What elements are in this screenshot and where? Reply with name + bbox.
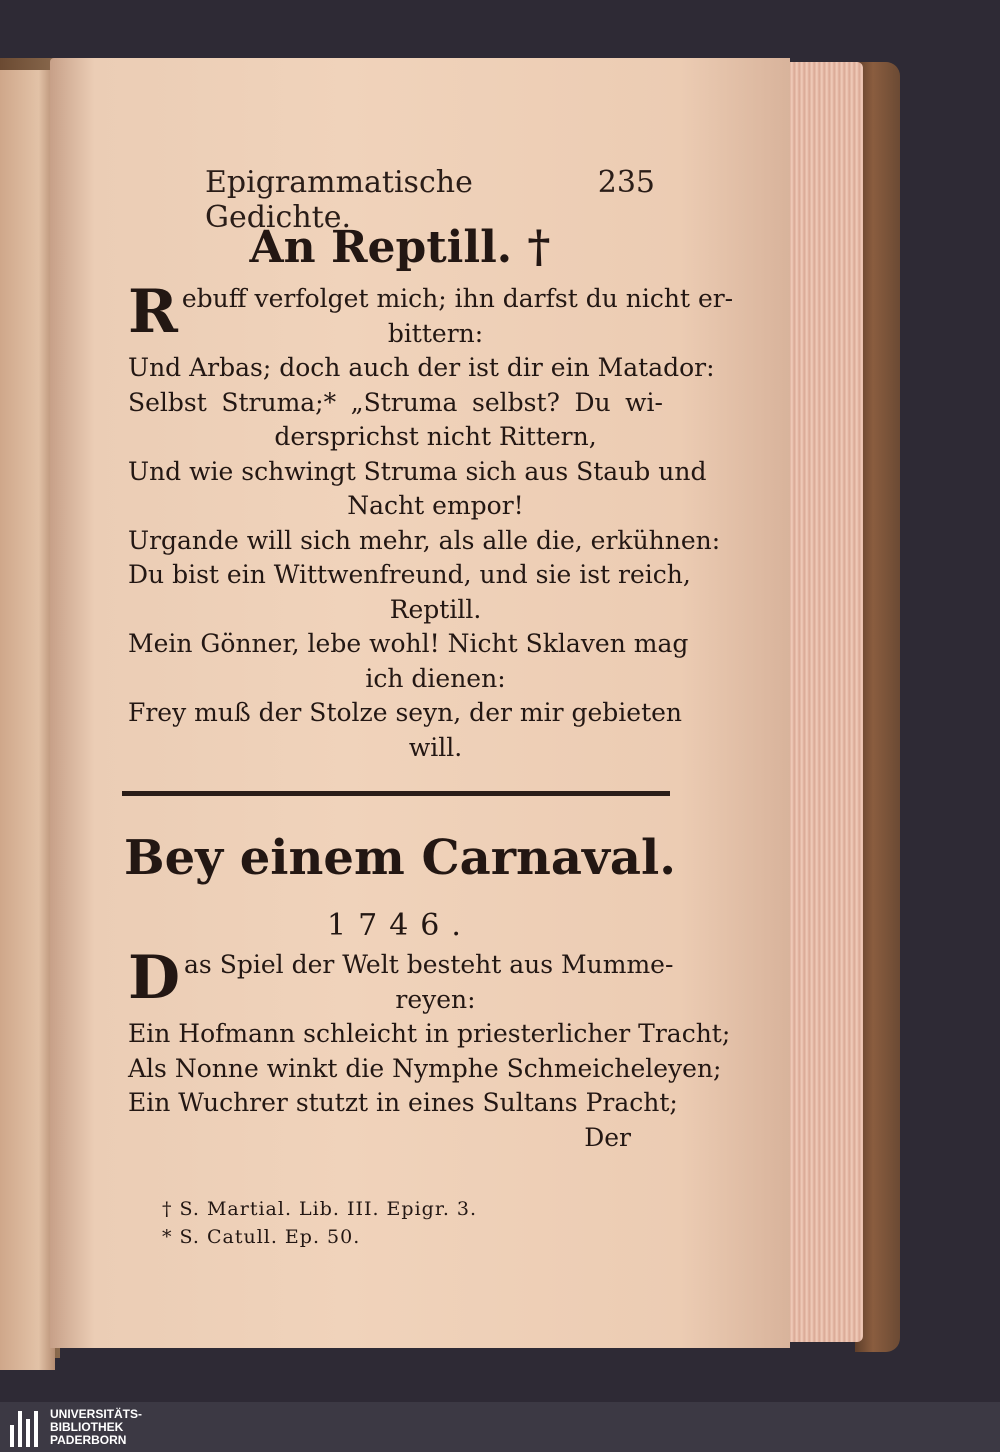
poem-line: bittern: xyxy=(387,318,484,348)
left-page-edge xyxy=(0,70,55,1370)
library-footer xyxy=(0,1402,1000,1452)
poem-line: Frey muß der Stolze seyn, der mir gebieten xyxy=(128,698,683,727)
poem-line: Du bist ein Wittwenfreund, und sie ist reich, xyxy=(128,560,691,589)
poem-line: ich dienen: xyxy=(365,663,506,693)
poem-title-carnaval: Bey einem Carnaval. xyxy=(124,830,676,886)
poem-line: Mein Gönner, lebe wohl! Nicht Sklaven mag xyxy=(128,629,689,658)
poem-line: Ein Wuchrer stutzt in eines Sultans Pracht; xyxy=(128,1088,678,1117)
poem-line: Ein Hofmann schleicht in priesterlicher Tracht; xyxy=(128,1019,731,1048)
dropcap: D xyxy=(128,943,181,1013)
footnote: * S. Catull. Ep. 50. xyxy=(162,1226,361,1248)
poem-line: dersprichst nicht Rittern, xyxy=(274,422,597,451)
poem-line: will. xyxy=(408,732,463,762)
poem-line: Das Spiel der Welt besteht aus Mumme- xyxy=(128,943,674,1013)
poem-line: Selbst Struma;* „Struma selbst? Du wi- xyxy=(128,387,663,417)
poem-line: Nacht empor! xyxy=(347,491,524,520)
poem-year: 1746. xyxy=(327,908,473,943)
footnotes xyxy=(162,1195,477,1251)
poem-line: Und Arbas; doch auch der ist dir ein Matador: xyxy=(128,353,715,382)
catchword: Der xyxy=(584,1122,631,1152)
dropcap: R xyxy=(128,277,178,347)
poem-line: Reptill. xyxy=(389,594,482,624)
section-divider xyxy=(122,791,670,796)
poem-line: Und wie schwingt Struma sich aus Staub und xyxy=(128,456,707,486)
running-title: Epigrammatische Gedichte. xyxy=(205,165,473,235)
page-number: 235 xyxy=(597,165,655,200)
footnote: † S. Martial. Lib. III. Epigr. 3. xyxy=(162,1198,478,1220)
library-logo-icon xyxy=(10,1407,40,1447)
library-name: UNIVERSITÄTS- BIBLIOTHEK PADERBORN xyxy=(50,1406,143,1447)
poem-line: Als Nonne winkt die Nymphe Schmeicheleyen; xyxy=(128,1053,722,1083)
poem-line: reyen: xyxy=(395,984,476,1014)
poem-line: Rebuff verfolget mich; ihn darfst du nicht er- xyxy=(128,277,734,347)
poem-carnaval xyxy=(128,943,731,1155)
poem-line: Urgande will sich mehr, als alle die, erkühnen: xyxy=(128,525,721,555)
poem-title-reptill: An Reptill. † xyxy=(249,222,551,273)
poem-reptill xyxy=(128,277,734,765)
